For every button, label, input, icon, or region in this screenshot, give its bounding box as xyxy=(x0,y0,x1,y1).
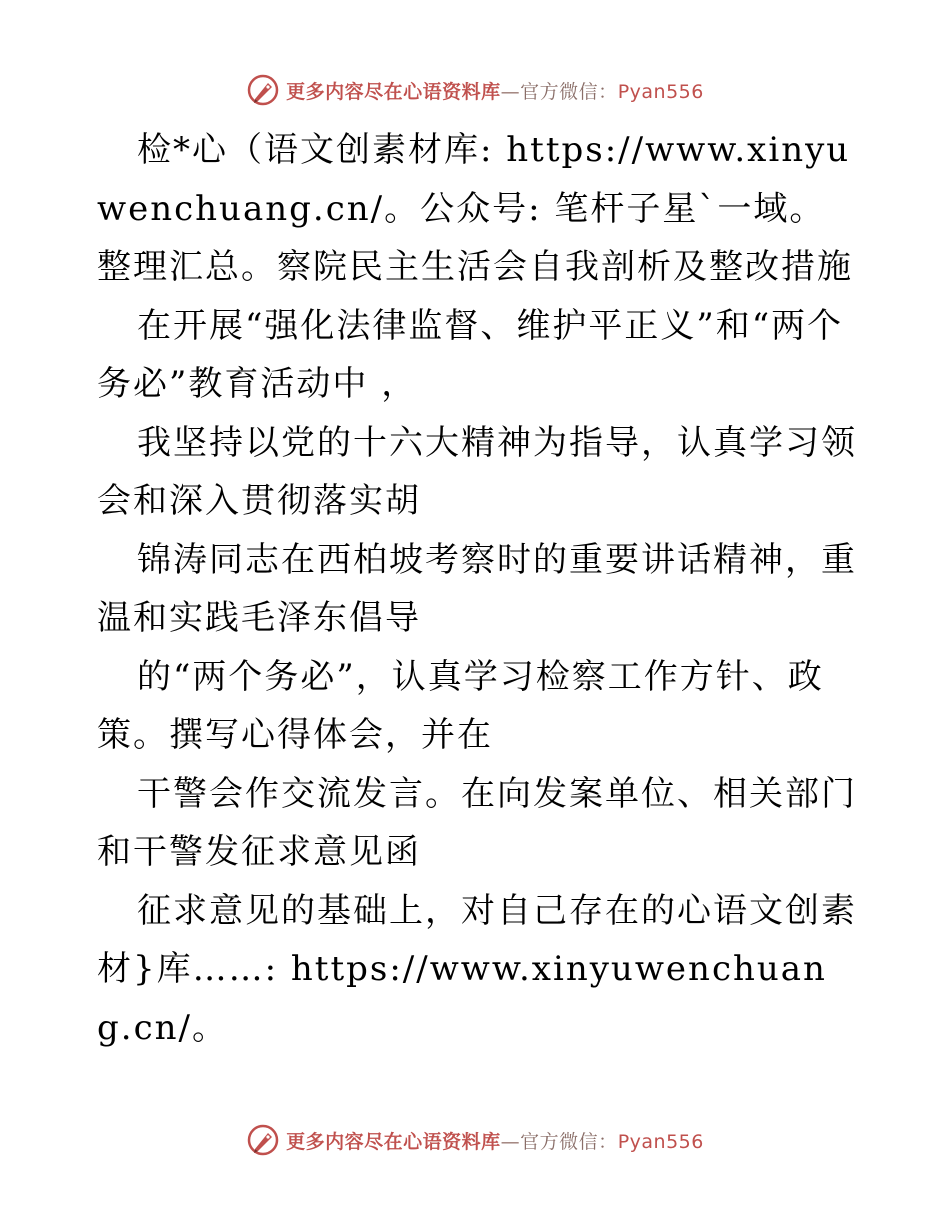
pen-nib-logo-icon xyxy=(246,73,280,107)
banner-separator: — xyxy=(500,1130,521,1153)
banner-separator: — xyxy=(500,80,521,103)
pen-nib-logo-icon xyxy=(246,1123,280,1157)
footer-banner xyxy=(0,1120,950,1160)
banner-wechat-label: 官方微信： xyxy=(520,1130,618,1153)
paragraph-1: 检*心（语文创素材库: https://www.xinyuwenchuang.cn/。公众号: 笔杆子星`一域。整理汇总。察院民主生活会自我剖析及整改措施 xyxy=(97,130,853,287)
banner-wechat-id: Pyan556 xyxy=(617,80,704,103)
header-banner-text xyxy=(286,77,704,104)
paragraph-7: 征求意见的基础上，对自己存在的心语文创素材}库……: https://www.xinyuwenchuang.cn/。 xyxy=(97,890,857,1048)
paragraph-6: 干警会作交流发言。在向发案单位、相关部门和干警发征求意见函 xyxy=(97,773,857,872)
footer-banner-text xyxy=(286,1127,704,1154)
paragraph-5: 的“两个务必”，认真学习检察工作方针、政策。撰写心得体会，并在 xyxy=(97,656,824,755)
document-body xyxy=(97,121,857,1057)
banner-main-text: 更多内容尽在心语资料库 xyxy=(286,1130,501,1153)
paragraph-3: 我坚持以党的十六大精神为指导，认真学习领会和深入贯彻落实胡 xyxy=(97,422,857,521)
banner-wechat-id: Pyan556 xyxy=(617,1130,704,1153)
paragraph-2: 在开展“强化法律监督、维护平正义”和“两个务必”教育活动中 ， xyxy=(97,305,844,404)
banner-main-text: 更多内容尽在心语资料库 xyxy=(286,80,501,103)
banner-wechat-label: 官方微信： xyxy=(520,80,618,103)
header-banner xyxy=(0,70,950,110)
paragraph-4: 锦涛同志在西柏坡考察时的重要讲话精神，重温和实践毛泽东倡导 xyxy=(97,539,857,638)
